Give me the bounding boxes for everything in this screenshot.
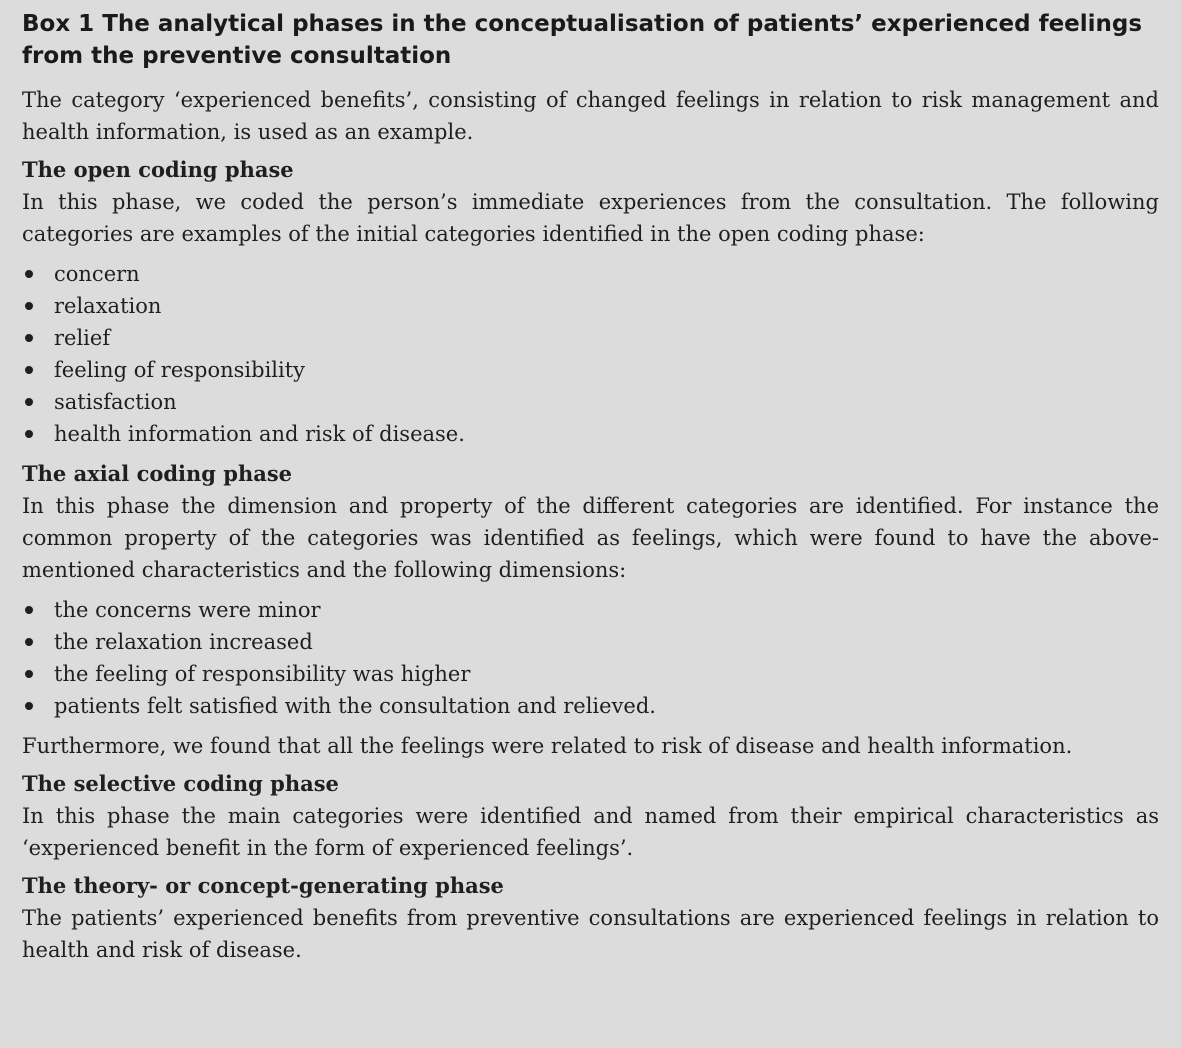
section-heading: The open coding phase — [22, 157, 294, 182]
intro-paragraph: The category ‘experienced benefits’, consisting of changed feelings in relation to risk management and health information, is used as an example. — [22, 88, 1159, 144]
followup-paragraph: Furthermore, we found that all the feelings were related to risk of disease and health information. — [22, 734, 1073, 758]
bullet-icon — [25, 334, 33, 342]
list-item: concern — [22, 258, 1159, 290]
bullet-icon — [25, 670, 33, 678]
section-theory-generating — [22, 870, 1159, 966]
section-paragraph: The patients’ experienced benefits from preventive consultations are experienced feelings in relation to health and risk of disease. — [22, 906, 1159, 962]
bullet-icon — [25, 270, 33, 278]
list-item: the relaxation increased — [22, 626, 1159, 658]
bullet-icon — [25, 638, 33, 646]
list-item: patients felt satisfied with the consultation and relieved. — [22, 690, 1159, 722]
list-item: health information and risk of disease. — [22, 418, 1159, 450]
box-title — [22, 8, 1159, 72]
list-item: relaxation — [22, 290, 1159, 322]
list-item: the concerns were minor — [22, 594, 1159, 626]
section-heading: The selective coding phase — [22, 771, 339, 796]
bullet-icon — [25, 430, 33, 438]
section-open-coding — [22, 154, 1159, 450]
section-heading: The theory- or concept-generating phase — [22, 873, 504, 898]
bullet-icon — [25, 702, 33, 710]
list-item: feeling of responsibility — [22, 354, 1159, 386]
bullet-list — [22, 594, 1159, 722]
section-selective-coding — [22, 768, 1159, 864]
section-paragraph: In this phase the dimension and property of the different categories are identified. For instance the common property of the categories was identified as feelings, which were found to have the above-mentioned characteristics and the following dimensions: — [22, 494, 1159, 582]
section-heading: The axial coding phase — [22, 461, 293, 486]
box-title-text: The analytical phases in the conceptualisation of patients’ experienced feelings from the preventive consultation — [22, 11, 1143, 69]
bullet-list — [22, 258, 1159, 450]
bullet-icon — [25, 606, 33, 614]
section-paragraph: In this phase the main categories were identified and named from their empirical characteristics as ‘experienced benefit in the form of experienced feelings’. — [22, 804, 1159, 860]
box-label: Box 1 — [22, 11, 95, 37]
list-item: satisfaction — [22, 386, 1159, 418]
bullet-icon — [25, 302, 33, 310]
section-paragraph: In this phase, we coded the person’s immediate experiences from the consultation. The following categories are examples of the initial categories identified in the open coding phase: — [22, 190, 1159, 246]
list-item: the feeling of responsibility was higher — [22, 658, 1159, 690]
bullet-icon — [25, 398, 33, 406]
bullet-icon — [25, 366, 33, 374]
section-axial-coding — [22, 458, 1159, 762]
list-item: relief — [22, 322, 1159, 354]
